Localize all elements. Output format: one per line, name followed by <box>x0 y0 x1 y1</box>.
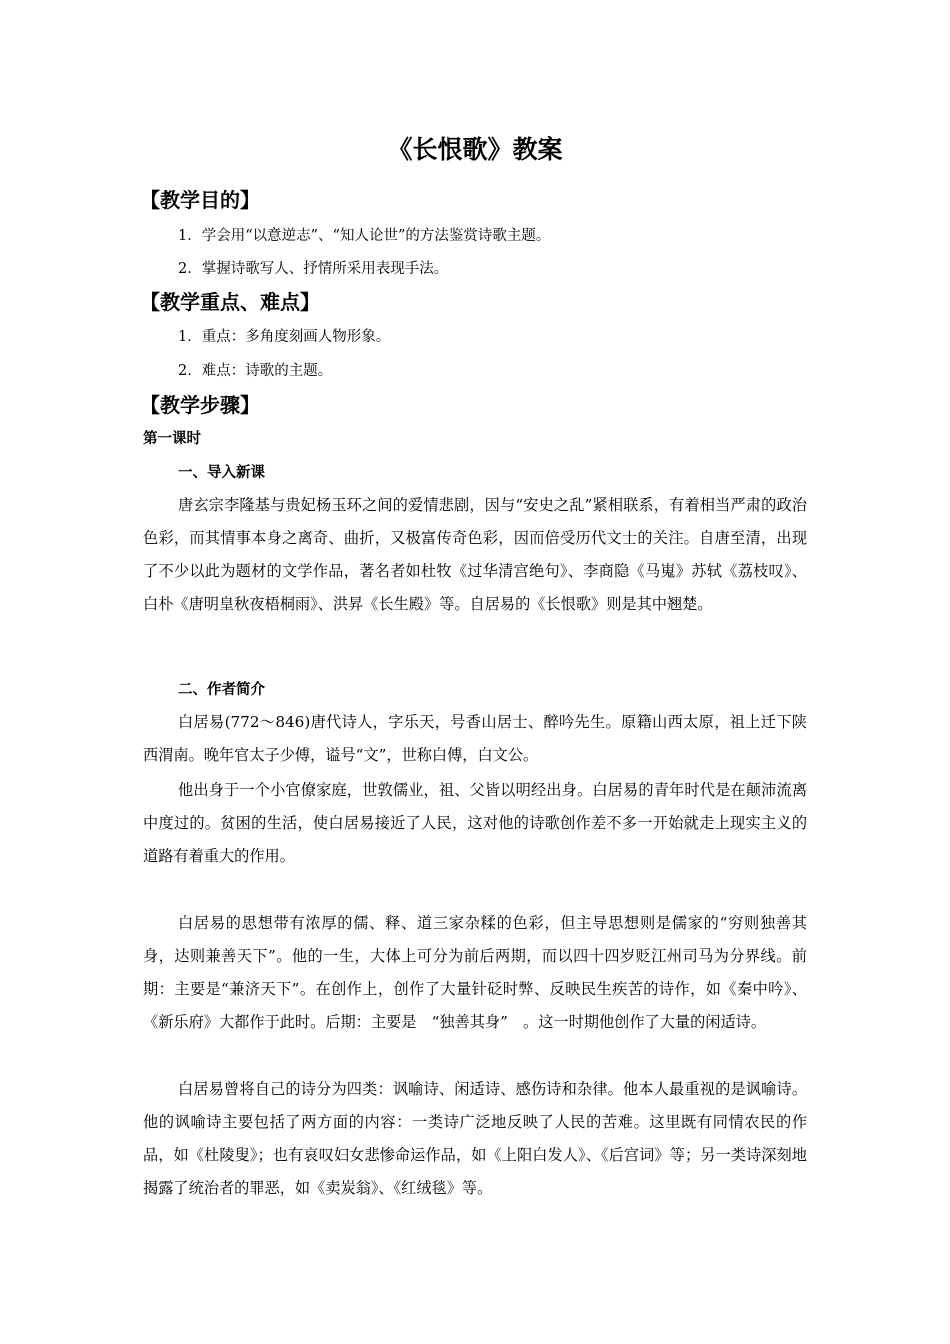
part2-paragraph-4: 白居易曾将自己的诗分为四类：讽喻诗、闲适诗、感伤诗和杂律。他本人最重视的是讽喻诗。他的讽喻诗主要包括了两方面的内容：一类诗广泛地反映了人民的苦难。这里既有同情农民的作品，如《杜陵叟》；也有哀叹妇女悲惨命运作品，如《上阳白发人》、《后宫词》等；另一类诗深刻地揭露了统治者的罪恶，如《卖炭翁》、《红绒毯》等。 <box>143 1080 807 1197</box>
objective-item-1: 1．学会用“以意逆志”、“知人论世”的方法鉴赏诗歌主题。 <box>178 228 551 244</box>
part2-heading: 二、作者简介 <box>178 682 265 698</box>
key-point-item-1: 1．重点：多角度刻画人物形象。 <box>178 329 391 345</box>
part2-paragraph-3: 白居易的思想带有浓厚的儒、释、道三家杂糅的色彩，但主导思想则是儒家的“穷则独善其身，达则兼善天下”。他的一生，大体上可分为前后两期，而以四十四岁贬江州司马为分界线。前期：主要是“兼济天下”。在创作上，创作了大量针砭时弊、反映民生疾苦的诗作，如《秦中吟》、《新乐府》大都作于此时。后期：主要是 “独善其身” 。这一时期他创作了大量的闲适诗。 <box>143 914 807 1031</box>
section-heading-objectives: 【教学目的】 <box>140 188 260 212</box>
document-title: 《长恨歌》教案 <box>387 135 563 164</box>
part1-paragraph-1: 唐玄宗李隆基与贵妃杨玉环之间的爱情悲剧，因与“安史之乱”紧相联系，有着相当严肃的政治色彩，而其情事本身之离奇、曲折，又极富传奇色彩，因而倍受历代文士的关注。自唐至清，出现了不少以此为题材的文学作品，著名者如杜牧《过华清宫绝句》、李商隐《马嵬》苏轼《荔枝叹》、白朴《唐明皇秋夜梧桐雨》、洪昇《长生殿》等。自居易的《长恨歌》则是其中翘楚。 <box>143 496 807 613</box>
section-heading-key-points: 【教学重点、难点】 <box>140 290 320 314</box>
key-point-item-2: 2．难点：诗歌的主题。 <box>178 363 333 379</box>
part2-paragraph-2: 他出身于一个小官僚家庭，世敦儒业，祖、父皆以明经出身。白居易的青年时代是在颠沛流离中度过的。贫困的生活，使白居易接近了人民，这对他的诗歌创作差不多一开始就走上现实主义的道路有着重大的作用。 <box>143 781 807 865</box>
objective-item-2: 2．掌握诗歌写人、抒情所采用表现手法。 <box>178 261 449 277</box>
part2-paragraph-1: 白居易(772～846)唐代诗人，字乐天，号香山居士、醉吟先生。原籍山西太原，祖上迁下陕西渭南。晚年官太子少傅，谥号“文”，世称白傅，白文公。 <box>143 713 807 764</box>
lesson-label: 第一课时 <box>143 431 201 447</box>
section-heading-steps: 【教学步骤】 <box>140 393 260 417</box>
part1-heading: 一、导入新课 <box>178 465 265 481</box>
